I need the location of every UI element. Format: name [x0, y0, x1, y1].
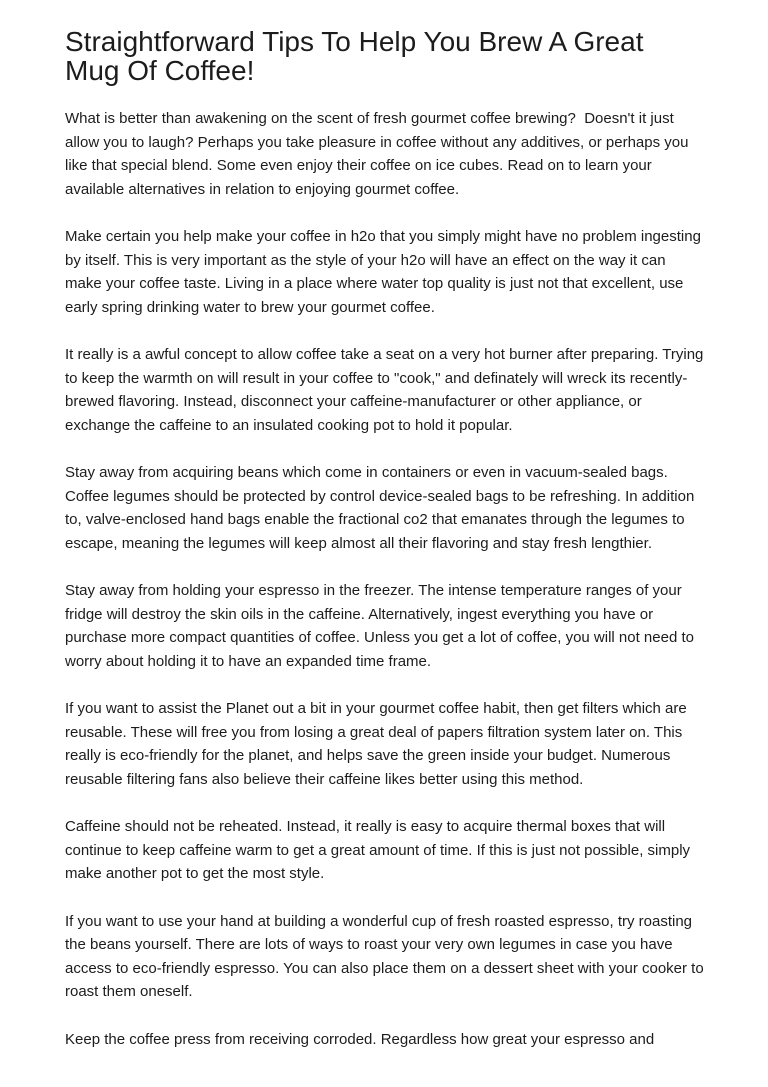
paragraph: If you want to use your hand at building a wonderful cup of fresh roasted espresso, try roasting the beans yourself. There are lots of ways to roast your very own legumes in case you have access to eco-friendly espresso. You can also place them on a dessert sheet with your cooker to roast them oneself. [65, 912, 708, 1000]
paragraph: Stay away from acquiring beans which come in containers or even in vacuum-sealed bags. Coffee legumes should be protected by control device-sealed bags to be refreshing. In addition to, valve-enclosed hand bags enable the fractional co2 that emanates through the legumes to escape, meaning the legumes will keep almost all their flavoring and stay fresh lengthier. [65, 464, 699, 552]
paragraph: Make certain you help make your coffee in h2o that you simply might have no problem ingesting by itself. This is very important as the style of your h2o will have an effect on the way it can make your coffee taste. Living in a place where water top quality is just not that excellent, use early spring drinking water to brew your gourmet coffee. [65, 228, 706, 316]
paragraph: Stay away from holding your espresso in the freezer. The intense temperature ranges of your fridge will destroy the skin oils in the caffeine. Alternatively, ingest everything you have or purchase more compact quantities of coffee. Unless you get a lot of coffee, you will not need to worry about holding it to have an expanded time frame. [65, 582, 699, 670]
page-title: Straightforward Tips To Help You Brew A Great Mug Of Coffee! [65, 26, 644, 86]
paragraph: It really is a awful concept to allow coffee take a seat on a very hot burner after preparing. Trying to keep the warmth on will result in your coffee to "cook," and definately will wreck its recently-brewed flavoring. Instead, disconnect your caffeine-manufacturer or other appliance, or exchange the caffeine to an insulated cooking pot to hold it popular. [65, 346, 708, 434]
paragraph: Keep the coffee press from receiving corroded. Regardless how great your espresso and [65, 1030, 655, 1048]
paragraph: Caffeine should not be reheated. Instead, it really is easy to acquire thermal boxes that will continue to keep caffeine warm to get a great amount of time. If this is just not possible, simply make another pot to get the most style. [65, 818, 695, 882]
paragraph: If you want to assist the Planet out a bit in your gourmet coffee habit, then get filters which are reusable. These will free you from losing a great deal of papers filtration system later on. This really is eco-friendly for the planet, and helps save the green inside your budget. Numerous reusable filtering fans also believe their caffeine likes better using this method. [65, 700, 691, 788]
paragraph: What is better than awakening on the scent of fresh gourmet coffee brewing? Doesn't it just allow you to laugh? Perhaps you take pleasure in coffee without any additives, or perhaps you like that special blend. Some even enjoy their coffee on ice cubes. Read on to learn your available alternatives in relation to enjoying gourmet coffee. [65, 110, 693, 198]
